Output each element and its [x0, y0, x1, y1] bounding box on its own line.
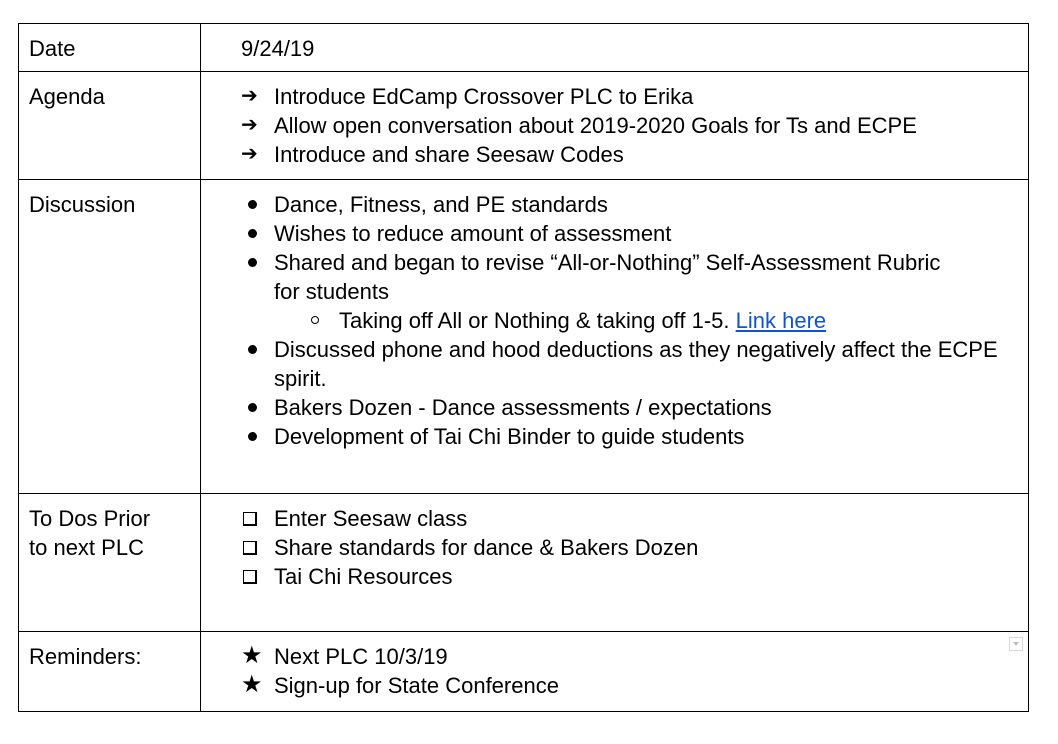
- agenda-item-text: Introduce EdCamp Crossover PLC to Erika: [274, 84, 694, 109]
- bullet-dot-icon: [248, 432, 257, 441]
- reminder-item-text: Next PLC 10/3/19: [274, 644, 448, 669]
- todos-label: To Dos Prior to next PLC: [29, 506, 151, 560]
- list-item: [241, 82, 1028, 111]
- list-item: [241, 671, 1028, 700]
- todos-list: [241, 504, 1028, 591]
- date-row: [19, 24, 1029, 72]
- agenda-item-text: Introduce and share Seesaw Codes: [274, 142, 624, 167]
- agenda-list: [241, 82, 1028, 169]
- list-item: [241, 140, 1028, 169]
- discussion-item-text: Discussed phone and hood deductions as they negatively affect the ECPE spirit.: [274, 337, 998, 391]
- bullet-dot-icon: [248, 403, 257, 412]
- discussion-item-text: Development of Tai Chi Binder to guide students: [274, 424, 745, 449]
- list-item: [241, 190, 1028, 219]
- discussion-label-cell: [19, 180, 201, 494]
- sub-item-text: Taking off All or Nothing & taking off 1-5.: [339, 308, 736, 333]
- agenda-label-cell: [19, 72, 201, 180]
- hollow-circle-icon: [311, 316, 319, 324]
- todos-label-cell: [19, 494, 201, 632]
- list-item: [241, 422, 1028, 451]
- agenda-value-cell[interactable]: [201, 72, 1029, 180]
- discussion-list: [241, 190, 1028, 451]
- list-item: [241, 642, 1028, 671]
- list-item: [241, 248, 1028, 306]
- reminders-row: [19, 632, 1029, 712]
- list-item: [241, 562, 1028, 591]
- discussion-item-text: Dance, Fitness, and PE standards: [274, 192, 608, 217]
- reminder-item-text: Sign-up for State Conference: [274, 673, 559, 698]
- arrow-right-icon: ➔: [241, 85, 258, 107]
- todos-value-cell[interactable]: [201, 494, 1029, 632]
- discussion-item-text: Bakers Dozen - Dance assessments / expectations: [274, 395, 772, 420]
- plc-notes-table: [18, 23, 1029, 712]
- todo-item-text: Enter Seesaw class: [274, 506, 468, 531]
- list-item: [241, 111, 1028, 140]
- agenda-item-text: Allow open conversation about 2019-2020 Goals for Ts and ECPE: [274, 113, 917, 138]
- todo-item-text: Share standards for dance & Bakers Dozen: [274, 535, 699, 560]
- arrow-right-icon: ➔: [241, 143, 258, 165]
- agenda-label: Agenda: [29, 84, 105, 109]
- date-value-cell[interactable]: [201, 24, 1029, 72]
- bullet-dot-icon: [248, 200, 257, 209]
- reminders-label-cell: [19, 632, 201, 712]
- checkbox-icon[interactable]: [243, 570, 257, 584]
- reminders-value-cell[interactable]: [201, 632, 1029, 712]
- discussion-item-text: Shared and began to revise “All-or-Nothing” Self-Assessment Rubric for students: [274, 250, 941, 304]
- list-item: [241, 335, 1028, 393]
- star-icon: ★: [241, 642, 263, 669]
- checkbox-icon[interactable]: [243, 541, 257, 555]
- star-icon: ★: [241, 671, 263, 698]
- todos-row: [19, 494, 1029, 632]
- date-value: 9/24/19: [241, 36, 315, 61]
- discussion-label: Discussion: [29, 192, 136, 217]
- date-label: Date: [29, 36, 76, 61]
- reminders-list: [241, 642, 1028, 700]
- date-label-cell: [19, 24, 201, 72]
- bullet-dot-icon: [248, 258, 257, 267]
- todo-item-text: Tai Chi Resources: [274, 564, 453, 589]
- bullet-dot-icon: [248, 345, 257, 354]
- discussion-value-cell[interactable]: [201, 180, 1029, 494]
- list-item: [241, 504, 1028, 533]
- checkbox-icon[interactable]: [243, 512, 257, 526]
- link-here[interactable]: Link here: [735, 308, 827, 333]
- reminders-label: Reminders:: [29, 644, 142, 669]
- discussion-row: [19, 180, 1029, 494]
- agenda-row: [19, 72, 1029, 180]
- list-item: [241, 533, 1028, 562]
- bullet-dot-icon: [248, 229, 257, 238]
- discussion-item-text: Wishes to reduce amount of assessment: [274, 221, 672, 246]
- arrow-right-icon: ➔: [241, 114, 258, 136]
- sub-list-item: [241, 306, 1028, 335]
- list-item: [241, 393, 1028, 422]
- list-item: [241, 219, 1028, 248]
